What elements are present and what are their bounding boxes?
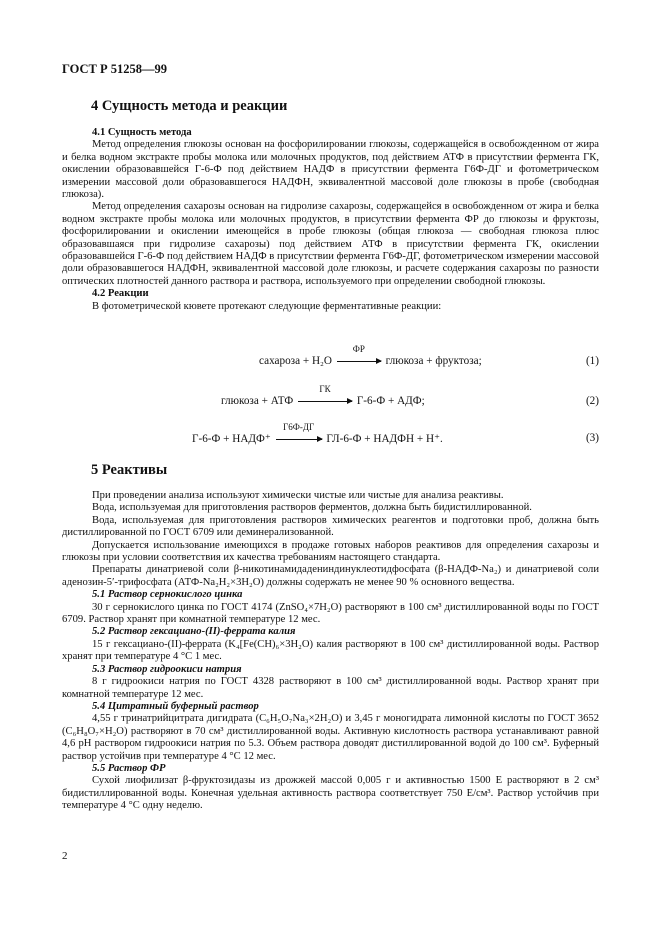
section-5-title: 5 Реактивы: [91, 462, 168, 478]
enzyme-label: ГК: [319, 384, 331, 394]
equation-left: сахароза + H₂O: [259, 355, 333, 367]
paragraph: Вода, используемая для приготовления растворов ферментов, должна быть бидистиллированной.: [92, 502, 532, 514]
section-5-body: [62, 490, 599, 813]
equation-number: (2): [585, 395, 599, 407]
reaction-arrow: [337, 344, 381, 367]
document-header: ГОСТ Р 51258—99: [62, 62, 168, 76]
page-number: 2: [62, 850, 68, 862]
paragraph: 15 г гексациано-(II)-феррата (K₄[Fe(CH)₆×3H₂O) калия растворяют в 100 см³ дистиллированной воды. Раствор хранят при температуре 4 °С 1 мес.: [62, 638, 599, 663]
section-4-body: [62, 127, 599, 313]
equation-right: Г-6-Ф + АДФ;: [356, 395, 425, 407]
paragraph: Допускается использование имеющихся в продаже готовых наборов реактивов для определения сахарозы и глюкозы при условии соответствия их качества требованиям настоящего стандарта.: [62, 539, 599, 564]
equation-1: [259, 344, 482, 367]
paragraph: Метод определения сахарозы основан на гидролизе сахарозы, содержащейся в освобожденном от жира и белка водном экстракте пробы молока или молочных продуктов, в присутствии фермента ФР до глюкозы и фруктозы, фосфорилировании и окислении имеющейся в пробе глюкозы (общая глюкоза — свободная глюкоза плюс образовавшаяся при гидролизе сахарозы) под действием АТФ в присутствии фермента ГК, окислении образовавшейся Г-6-Ф под действием НАДФ в присутствии фермента Г6Ф-ДГ, фотометрическом измерении массовой доли образовавшегося НАДФН, эквивалентной массовой доле глюкозы, и расчете содержания сахарозы по разности оптических плотностей данного раствора и раствора, используемого при определении свободной глюкозы.: [62, 201, 599, 287]
paragraph: Препараты динатриевой соли β-никотинамидадениндинуклеотидфосфата (β-НАДФ-Na₂) и динатриевой соли аденозин-5′-трифосфата (АТФ-Na₂H₂×3H₂O) должны содержать не менее 90 % основного вещества.: [62, 564, 599, 588]
equation-number: (3): [585, 432, 599, 444]
paragraph: Метод определения глюкозы основан на фосфорилировании глюкозы, содержащейся в освобожденном от жира и белка водном экстракте пробы молока или молочных продуктов, под действием АТФ в присутствии фермента ГК, окислении образовавшейся Г-6-Ф под действием НАДФ в присутствии фермента Г6Ф-ДГ и фотометрическом измерении массовой доли образовавшегося НАДФН, эквивалентной массовой доле глюкозы в пробе (свободная глюкоза).: [62, 139, 599, 201]
equation-2: [221, 384, 425, 407]
equation-left: Г-6-Ф + НАДФ⁺: [192, 433, 271, 445]
equation-right: глюкоза + фруктоза;: [385, 355, 482, 367]
paragraph: Вода, используемая для приготовления растворов химических реагентов и подготовки проб, должна быть дистиллированной по ГОСТ 6709 или деминерализованной.: [62, 514, 599, 539]
subsection-5-3-title: 5.3 Раствор гидроокиси натрия: [92, 663, 242, 675]
subsection-5-2-title: 5.2 Раствор гексациано-(II)-феррата калия: [92, 626, 296, 638]
subsection-5-4-title: 5.4 Цитратный буферный раствор: [92, 700, 259, 712]
enzyme-label: Г6Ф-ДГ: [283, 422, 315, 432]
paragraph: В фотометрической кювете протекают следующие ферментативные реакции:: [92, 300, 442, 312]
subsection-5-5-title: 5.5 Раствор ФР: [92, 762, 166, 774]
paragraph: 4,55 г тринатрийцитрата дигидрата (C₆H₅O₇Na₃×2H₂O) и 3,45 г моногидрата лимонной кислоты по ГОСТ 3652 (C₆H₈O₇×H₂O) растворяют в 70 см³ дистиллированной воды. Активную кислотность раствора устанавливают равной 4,6 pH раствором гидроокиси натрия по 5.3. Объем раствора доводят дистиллированной водой до 100 см³. Буферный раствор устойчив при температуре 4 °С 12 мес.: [62, 713, 599, 762]
equation-right: ГЛ-6-Ф + НАДФН + Н⁺.: [326, 433, 443, 445]
equation-left: глюкоза + АТФ: [221, 395, 294, 407]
paragraph: 30 г сернокислого цинка по ГОСТ 4174 (ZnSO₄×7H₂O) растворяют в 100 см³ дистиллированной воды по ГОСТ 6709. Раствор хранят при комнатной температуре 12 мес.: [62, 601, 599, 626]
enzyme-label: ФР: [352, 344, 365, 354]
section-4-title: 4 Сущность метода и реакции: [91, 98, 288, 114]
equation-number: (1): [585, 355, 599, 367]
paragraph: 8 г гидроокиси натрия по ГОСТ 4328 растворяют в 100 см³ дистиллированной воды. Раствор хранят при комнатной температуре 12 мес.: [62, 676, 599, 700]
equation-3: [192, 422, 443, 445]
subsection-4-1-title: 4.1 Сущность метода: [92, 127, 192, 138]
paragraph: При проведении анализа используют химически чистые или чистые для анализа реактивы.: [92, 490, 504, 501]
reaction-arrow: [276, 422, 322, 445]
reaction-arrow: [298, 384, 352, 407]
subsection-4-2-title: 4.2 Реакции: [92, 288, 149, 300]
subsection-5-1-title: 5.1 Раствор сернокислого цинка: [92, 589, 243, 601]
paragraph: Сухой лиофилизат β-фруктозидазы из дрожжей массой 0,005 г и активностью 1500 Е растворяют в 2 см³ бидистиллированной воды. Конечная удельная активность раствора соответствует 750 Е/см³. Раствор устойчив при температуре 4 °С одну неделю.: [62, 775, 599, 812]
